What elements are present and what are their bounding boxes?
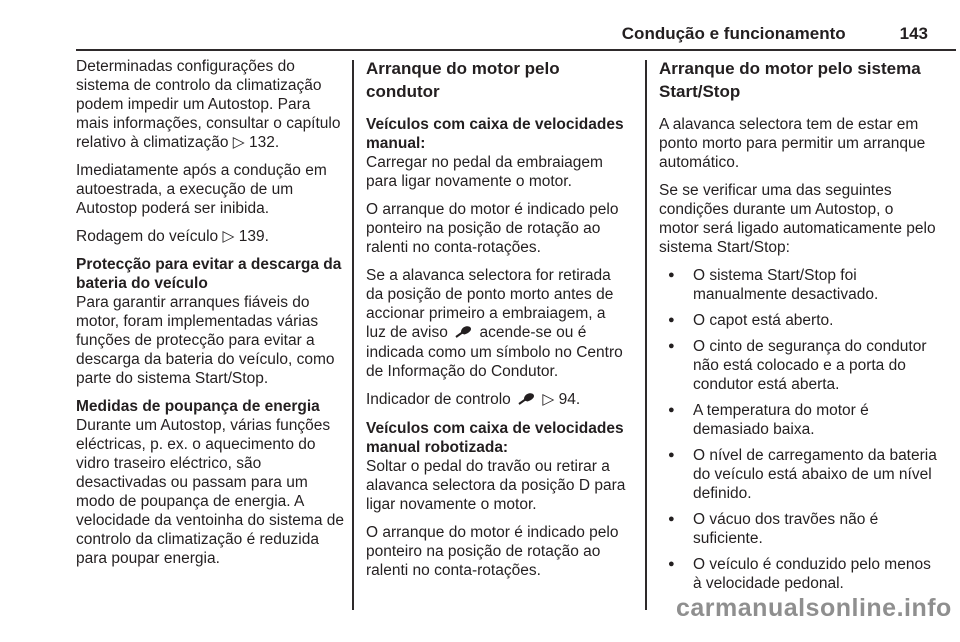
bullet-icon: ●	[668, 558, 675, 570]
paragraph: Soltar o pedal do travão ou retirar a alavanca selectora da posição D para ligar novamente o motor.	[366, 458, 626, 513]
paragraph: Imediatamente após a condução em autoestrada, a execução de um Autostop poderá ser inibida.	[76, 162, 327, 217]
paragraph: Rodagem do veículo ▷ 139.	[76, 228, 269, 245]
bullet-icon: ●	[668, 269, 675, 281]
list-item	[659, 446, 937, 503]
list-item-text: O cinto de segurança do condutor não está colocado e a porta do condutor está aberta.	[693, 338, 927, 393]
page-number: 143	[899, 24, 928, 43]
section-heading-startstop-start: Arranque do motor pelo sistema Start/Stop	[659, 59, 921, 101]
list-item	[659, 266, 937, 304]
list-item	[659, 337, 937, 394]
paragraph: Durante um Autostop, várias funções eléctricas, p. ex. o aquecimento do vidro traseiro eléctrico, são desactivadas ou passam para um modo de poupança de energia. A velocidade da ventoinha do sistema de controlo da climatização é reduzida para poupar energia.	[76, 417, 344, 567]
clutch-pedal-icon	[518, 391, 535, 410]
chapter-title: Condução e funcionamento	[621, 24, 846, 43]
subheading-battery-protection: Protecção para evitar a descarga da bateria do veículo	[76, 256, 342, 292]
paragraph-text: acende-se ou é indicada como um símbolo no Centro de Informação do Condutor.	[366, 324, 623, 380]
paragraph: Se se verificar uma das seguintes condições durante um Autostop, o motor será ligado automaticamente pelo sistema Start/Stop:	[659, 182, 936, 256]
paragraph: Para garantir arranques fiáveis do motor, foram implementadas várias funções de protecção para evitar a descarga da bateria do veículo, como parte do sistema Start/Stop.	[76, 294, 335, 387]
bullet-icon: ●	[668, 404, 675, 416]
column-divider-1	[352, 60, 354, 610]
cross-reference: ▷ 94.	[542, 391, 581, 408]
paragraph	[366, 390, 628, 410]
subheading-automated-manual-gearbox: Veículos com caixa de velocidades manual robotizada:	[366, 420, 624, 456]
paragraph: Determinadas configurações do sistema de controlo da climatização podem impedir um Autostop. Para mais informações, consultar o capítulo relativo à climatização ▷ 132.	[76, 58, 341, 151]
list-item-text: O capot está aberto.	[693, 312, 834, 329]
column-1	[76, 57, 344, 577]
column-2	[366, 57, 628, 589]
bullet-icon: ●	[668, 449, 675, 461]
paragraph-text: Se a alavanca selectora for retirada da posição de ponto morto antes de accionar primeiro a embraiagem, a luz de aviso	[366, 267, 614, 341]
list-item	[659, 311, 937, 330]
paragraph-text: Indicador de controlo	[366, 391, 511, 408]
page-header	[76, 24, 928, 44]
section-heading-driver-start: Arranque do motor pelo condutor	[366, 59, 560, 101]
clutch-pedal-icon	[455, 324, 472, 343]
list-item	[659, 510, 937, 548]
subheading-energy-saving: Medidas de poupança de energia	[76, 398, 320, 415]
paragraph: O arranque do motor é indicado pelo ponteiro na posição de rotação ao ralenti no conta-rotações.	[366, 524, 619, 579]
bullet-icon: ●	[668, 340, 675, 352]
list-item	[659, 555, 937, 593]
bullet-icon: ●	[668, 513, 675, 525]
list-item-text: O sistema Start/Stop foi manualmente desactivado.	[693, 267, 879, 303]
list-item-text: O veículo é conduzido pelo menos à velocidade pedonal.	[693, 556, 931, 592]
list-item-text: A temperatura do motor é demasiado baixa.	[693, 402, 869, 438]
condition-list	[659, 266, 937, 593]
column-3	[659, 57, 937, 600]
paragraph	[366, 266, 628, 381]
paragraph: A alavanca selectora tem de estar em ponto morto para permitir um arranque automático.	[659, 116, 926, 171]
list-item-text: O nível de carregamento da bateria do veículo está abaixo de um nível definido.	[693, 447, 937, 502]
header-rule	[76, 49, 956, 51]
list-item-text: O vácuo dos travões não é suficiente.	[693, 511, 879, 547]
subheading-manual-gearbox: Veículos com caixa de velocidades manual:	[366, 116, 624, 152]
watermark: carmanualsonline.info	[676, 594, 952, 622]
list-item	[659, 401, 937, 439]
bullet-icon: ●	[668, 314, 675, 326]
column-divider-2	[645, 60, 647, 610]
paragraph: O arranque do motor é indicado pelo ponteiro na posição de rotação ao ralenti no conta-rotações.	[366, 201, 619, 256]
paragraph: Carregar no pedal da embraiagem para ligar novamente o motor.	[366, 154, 603, 190]
